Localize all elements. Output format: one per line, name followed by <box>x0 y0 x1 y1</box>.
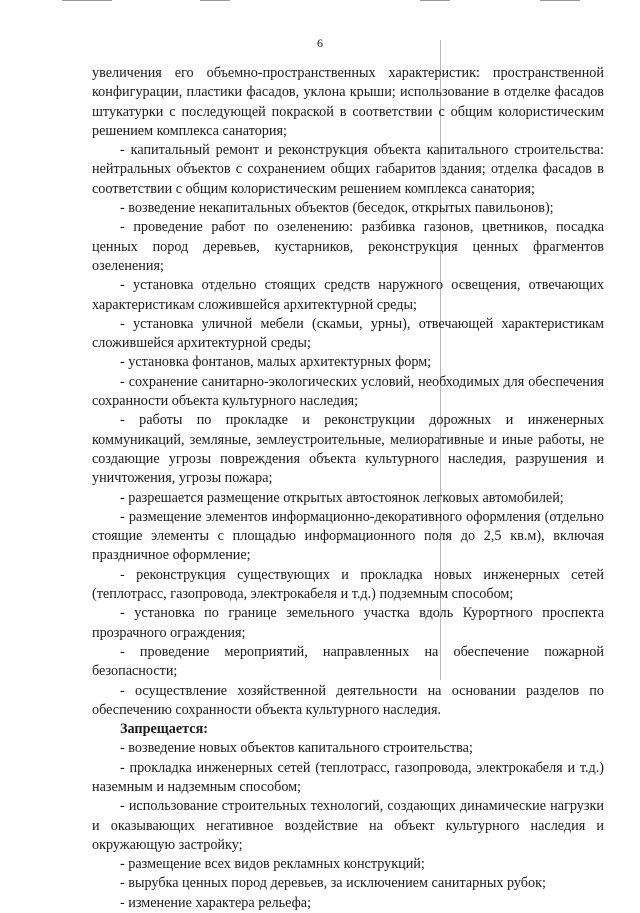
paragraph: - осуществление хозяйственной деятельности на основании разделов по обеспечению сохранности объекта культурного наследия. <box>92 682 604 718</box>
scan-edge-right <box>540 0 580 1</box>
paragraph: - реконструкция существующих и прокладка новых инженерных сетей (теплотрасс, газопровода, электрокабеля и т.д.) подземным способом; <box>92 566 604 603</box>
scan-edge-mid-left <box>200 0 230 1</box>
paragraph: - возведение некапитальных объектов (беседок, открытых павильонов); <box>120 200 554 217</box>
scan-edge-left <box>62 0 112 1</box>
paragraph: - проведение мероприятий, направленных на обеспечение пожарной безопасности; <box>92 643 604 680</box>
paragraph: - размещение элементов информационно-декоративного оформления (отдельно стоящие элементы с площадью информационного поля до 2,5 кв.м), включая праздничное оформление; <box>92 508 604 564</box>
paragraph: - установка отдельно стоящих средств наружного освещения, отвечающих характеристикам сложившейся архитектурной среды; <box>92 277 604 313</box>
page-number: 6 <box>317 36 323 50</box>
paragraph: - установка уличной мебели (скамьи, урны), отвечающей характеристикам сложившейся архитектурной среды; <box>92 315 604 352</box>
section-heading-prohibited: Запрещается: <box>120 721 208 738</box>
paragraph: - размещение всех видов рекламных конструкций; <box>120 856 425 873</box>
paragraph: - вырубка ценных пород деревьев, за исключением санитарных рубок; <box>120 875 546 892</box>
paragraph: - изменение характера рельефа; <box>120 894 312 911</box>
paragraph: - прокладка инженерных сетей (теплотрасс, газопровода, электрокабеля и т.д.) наземным и надземным способом; <box>92 759 604 795</box>
paragraph: - работы по прокладке и реконструкции дорожных и инженерных коммуникаций, земляные, землеустроительные, мелиоративные и иные работы, не создающие угрозы повреждения объекта культурного наследия, разрушения и уничтожения, угрозы пожара; <box>92 412 604 487</box>
paragraph: - сохранение санитарно-экологических условий, необходимых для обеспечения сохранности объекта культурного наследия; <box>92 373 604 410</box>
paragraph: - установка фонтанов, малых архитектурных форм; <box>120 354 432 371</box>
paragraph: - проведение работ по озеленению: разбивка газонов, цветников, посадка ценных пород деревьев, кустарников, реконструкция ценных фрагментов озеленения; <box>92 219 604 274</box>
document-body <box>92 64 604 913</box>
paragraph: - возведение новых объектов капитального строительства; <box>120 740 473 757</box>
paragraph: увеличения его объемно-пространственных характеристик: пространственной конфигурации, пластики фасадов, уклона крыши; использование в отделке фасадов штукатурки с последующей покраской в соответствии с общим колористическим решением комплекса санатория; <box>92 65 604 139</box>
paragraph: - использование строительных технологий, создающих динамические нагрузки и оказывающих негативное воздействие на объект культурного наследия и окружающую застройку; <box>92 798 604 853</box>
paragraph: - капитальный ремонт и реконструкция объекта капитального строительства: нейтральных объектов с сохранением общих габаритов здания; отделка фасадов в соответствии с общим колористическим решением комплекса санатория; <box>92 142 604 197</box>
scan-edge-mid-right <box>420 0 450 1</box>
paragraph: - установка по границе земельного участка вдоль Курортного проспекта прозрачного ограждения; <box>92 605 604 641</box>
paragraph: - разрешается размещение открытых автостоянок легковых автомобилей; <box>120 489 564 506</box>
